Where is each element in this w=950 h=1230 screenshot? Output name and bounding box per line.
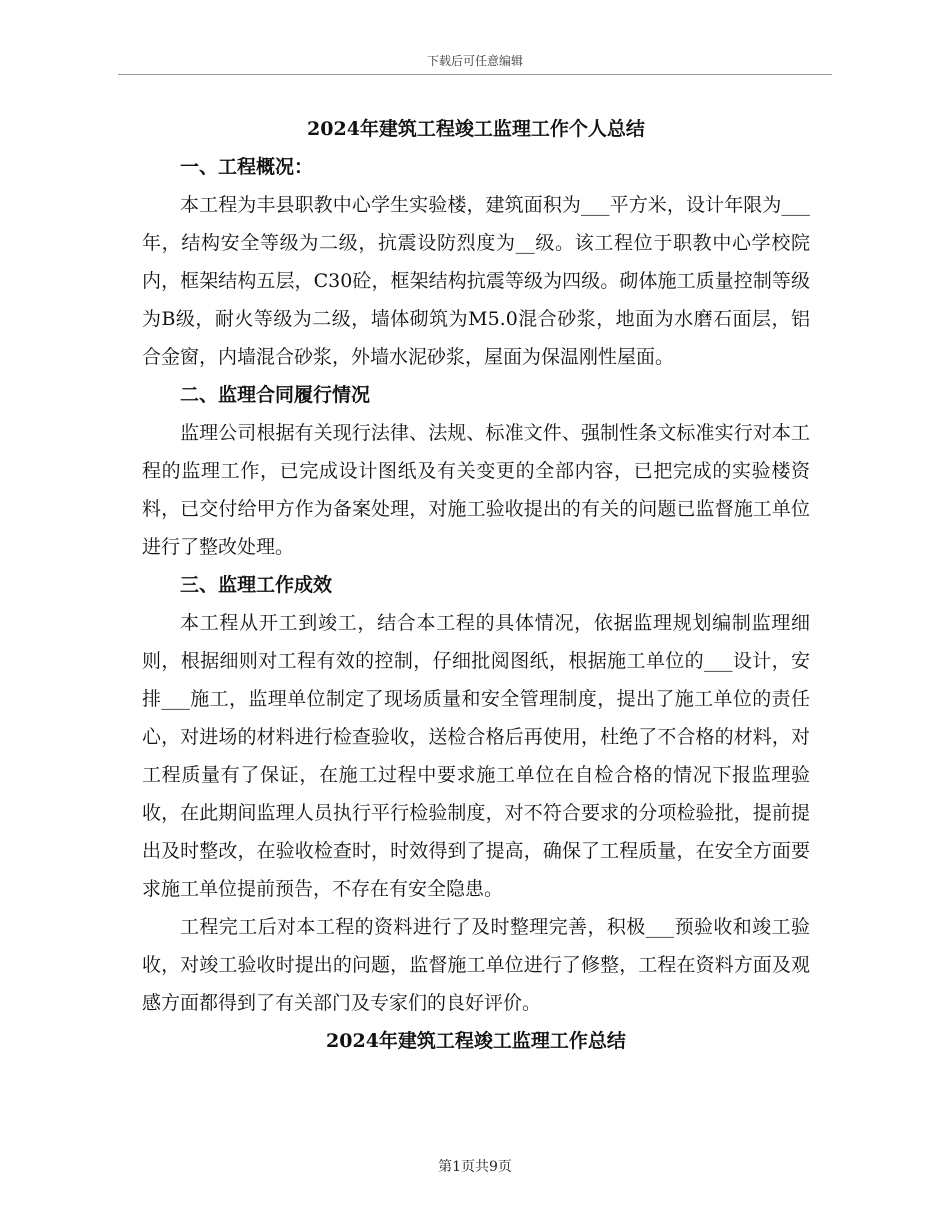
header-divider [118,74,832,75]
section-heading-overview: 一、工程概况： [180,156,314,178]
page-number: 第1页共9页 [438,1159,512,1175]
section-heading-results: 三、监理工作成效 [180,574,333,596]
paragraph-contract: 监理公司根据有关现行法律、法规、标准文件、强制性条文标准实行对本工程的监理工作，已完成设计图纸及有关变更的全部内容，已把完成的实验楼资料，已交付给甲方作为备案处理，对施工验收提出的有关的问题已监督施工单位进行了整改处理。 [142,422,810,558]
section-heading-contract: 二、监理合同履行情况 [180,384,371,406]
paragraph-overview: 本工程为丰县职教中心学生实验楼，建筑面积为___平方米，设计年限为___年，结构安全等级为二级，抗震设防烈度为__级。该工程位于职教中心学校院内，框架结构五层，C30砼，框架结构抗震等级为四级。砌体施工质量控制等级为B级，耐火等级为二级，墙体砌筑为M5.0混合砂浆，地面为水磨石面层，铝合金窗，内墙混合砂浆，外墙水泥砂浆，屋面为保温刚性屋面。 [142,194,810,368]
document-body [142,110,810,1060]
document-title: 2024年建筑工程竣工监理工作个人总结 [307,118,645,140]
second-document-title: 2024年建筑工程竣工监理工作总结 [326,1030,626,1052]
page-header: 下载后可任意编辑 [426,54,523,68]
paragraph-results-1: 本工程从开工到竣工，结合本工程的具体情况，依据监理规划编制监理细则，根据细则对工程有效的控制，仔细批阅图纸，根据施工单位的___设计，安排___施工，监理单位制定了现场质量和安全管理制度，提出了施工单位的责任心，对进场的材料进行检查验收，送检合格后再使用，杜绝了不合格的材料，对工程质量有了保证，在施工过程中要求施工单位在自检合格的情况下报监理验收，在此期间监理人员执行平行检验制度，对不符合要求的分项检验批，提前提出及时整改，在验收检查时，时效得到了提高，确保了工程质量，在安全方面要求施工单位提前预告，不存在有安全隐患。 [142,612,810,900]
paragraph-results-2: 工程完工后对本工程的资料进行了及时整理完善，积极___预验收和竣工验收，对竣工验收时提出的问题，监督施工单位进行了修整，工程在资料方面及观感方面都得到了有关部门及专家们的良好评价。 [142,916,810,1014]
